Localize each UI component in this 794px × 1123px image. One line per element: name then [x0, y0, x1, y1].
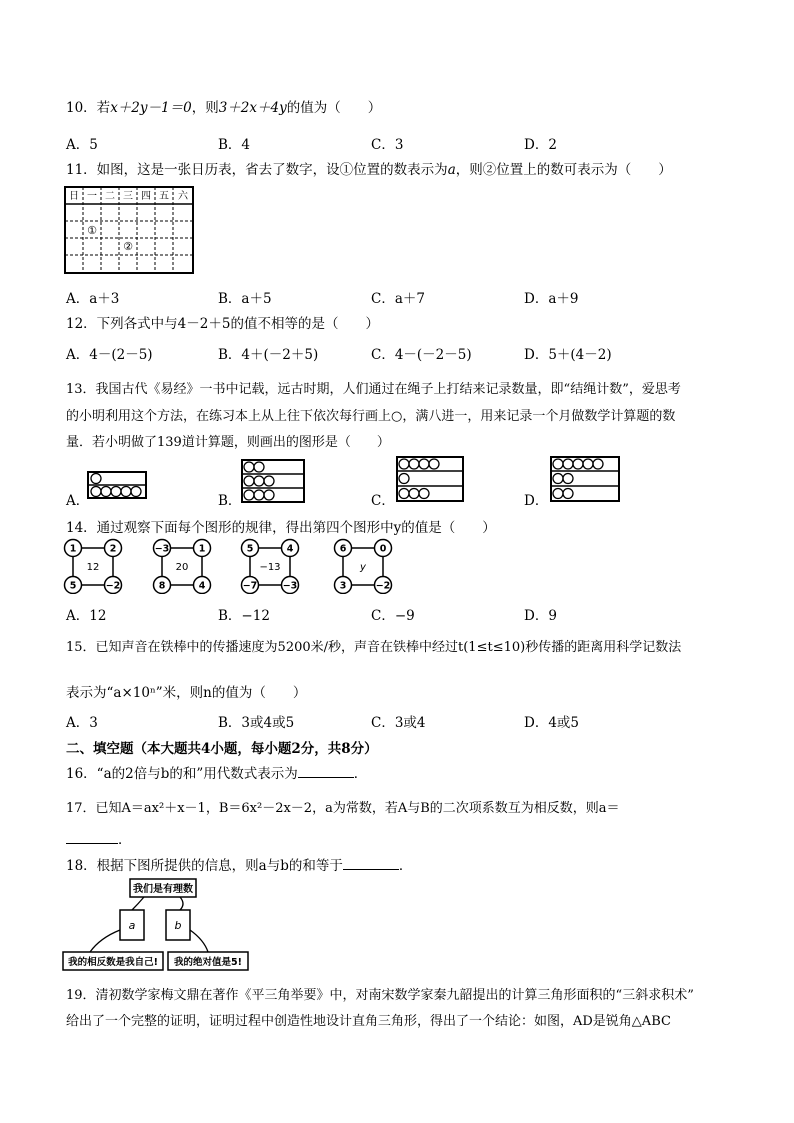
q12-option-b[interactable]: B．4＋(－2＋5)	[218, 347, 319, 363]
q13-line-3: 量．若小明做了139道计算题，则画出的图形是（ ）	[66, 435, 390, 450]
q14-figure-3	[239, 538, 303, 594]
calendar-header-tue: 二	[105, 191, 115, 202]
q14-figure-1-center: 12	[86, 562, 100, 573]
q17-answer-blank[interactable]	[66, 842, 118, 844]
q14-figure-2-value-bl: 8	[158, 580, 166, 592]
q17-line-1: 17．已知A＝ax²＋x－1，B＝6x²－2x－2，a为常数，若A与B的二次项系数互为相反数，则a＝	[66, 801, 620, 816]
q12-option-a[interactable]: A．4－(2－5)	[66, 347, 153, 363]
q11-stem: 11．如图，这是一张日历表，省去了数字，设①位置的数表示为a，则②位置上的数可表示为（ ）	[66, 162, 672, 178]
q14-figure-2-center: 20	[175, 562, 189, 573]
q19-line-1: 19．清初数学家梅文鼎在著作《平三角举要》中，对南宋数学家秦九韶提出的计算三角形面积的“三斜求积术”	[66, 988, 694, 1003]
q17-line-2: ．	[66, 828, 132, 848]
q13-figure-c	[394, 455, 466, 505]
q15-option-a[interactable]: A．3	[66, 715, 98, 731]
q14-figure-4-value-br: −2	[375, 580, 391, 592]
calendar-header-sat: 六	[178, 191, 188, 202]
q11-option-a[interactable]: A．a＋3	[66, 291, 120, 307]
calendar-header-mon: 一	[87, 191, 97, 202]
q14-figure-3-value-tr: 4	[286, 543, 294, 555]
q12-option-c[interactable]: C．4－(－2－5)	[371, 347, 472, 363]
q15-line-1: 15．已知声音在铁棒中的传播速度为5200米/秒，声音在铁棒中经过t(1≤t≤10)秒传播的距离用科学记数法	[66, 640, 682, 655]
bubble-left-text: 我的相反数是我自己!	[68, 957, 158, 968]
q14-option-c[interactable]: C．−9	[371, 608, 415, 624]
q12-stem: 12．下列各式中与4－2＋5的值不相等的是（ ）	[66, 316, 379, 332]
calendar-header-wed: 三	[123, 191, 133, 202]
bubble-right-text: 我的绝对值是5!	[174, 957, 242, 968]
q14-figure-4-value-tl: 6	[339, 543, 347, 555]
q11-option-c[interactable]: C．a＋7	[371, 291, 425, 307]
calendar-figure	[64, 186, 196, 276]
q15-option-c[interactable]: C．3或4	[371, 715, 426, 731]
q13-figure-d	[548, 455, 622, 505]
q13-option-a[interactable]: A．	[66, 493, 90, 509]
q15-line-2: 表示为“a×10ⁿ”米，则n的值为（ ）	[66, 685, 307, 701]
q14-figure-3-value-tl: 5	[246, 543, 254, 555]
q14-stem: 14．通过观察下面每个图形的规律，得出第四个图形中y的值是（ ）	[66, 520, 496, 536]
card-a-text: a	[128, 919, 136, 932]
q14-option-d[interactable]: D．9	[524, 608, 557, 624]
q14-figure-4	[332, 538, 396, 594]
q10-option-d[interactable]: D．2	[524, 137, 557, 153]
q13-option-d[interactable]: D．	[524, 493, 549, 509]
q14-figure-1-value-tr: 2	[109, 543, 117, 555]
q18-answer-blank[interactable]	[343, 868, 399, 870]
q14-figure-1	[62, 538, 126, 594]
q14-figure-2-value-tr: 1	[198, 543, 206, 555]
calendar-mark-1: ①	[87, 224, 97, 237]
q14-figure-1-value-br: −2	[105, 580, 121, 592]
q14-figure-1-value-tl: 1	[69, 543, 77, 555]
q13-line-1: 13．我国古代《易经》一书中记载，远古时期，人们通过在绳子上打结来记录数量，即“结绳计数”，爱思考	[66, 382, 681, 397]
q14-option-b[interactable]: B．−12	[218, 608, 270, 624]
q10-option-b[interactable]: B．4	[218, 137, 251, 153]
q14-figure-4-center: y	[360, 562, 366, 573]
calendar-header-fri: 五	[159, 191, 169, 202]
q14-figure-2-value-br: 4	[198, 580, 206, 592]
q19-line-2: 给出了一个完整的证明，证明过程中创造性地设计直角三角形，得出了一个结论：如图，AD是锐角△ABC	[66, 1014, 671, 1029]
section-2-title: 二、填空题（本大题共4小题，每小题2分，共8分）	[66, 741, 378, 757]
q12-option-d[interactable]: D．5＋(4－2)	[524, 347, 612, 363]
q14-figure-3-center: −13	[259, 562, 281, 573]
q10-option-a[interactable]: A．5	[66, 137, 98, 153]
q15-option-b[interactable]: B．3或4或5	[218, 715, 295, 731]
q14-figure-3-value-br: −3	[282, 580, 298, 592]
q16-answer-blank[interactable]	[298, 776, 354, 778]
q13-figure-b	[238, 458, 308, 506]
q11-option-d[interactable]: D．a＋9	[524, 291, 579, 307]
q14-figure-3-value-bl: −7	[242, 580, 258, 592]
q14-figure-4-value-tr: 0	[379, 543, 387, 555]
q13-option-c[interactable]: C．	[371, 493, 395, 509]
calendar-header-thu: 四	[141, 191, 151, 202]
q11-option-b[interactable]: B．a＋5	[218, 291, 272, 307]
q14-figure-2	[151, 538, 215, 594]
q13-option-b[interactable]: B．	[218, 493, 242, 509]
q10-option-c[interactable]: C．3	[371, 137, 404, 153]
q15-option-d[interactable]: D．4或5	[524, 715, 580, 731]
q18-stem: 18．根据下图所提供的信息，则a与b的和等于 ．	[66, 858, 413, 874]
q13-line-2: 的小明利用这个方法，在练习本上从上往下依次每行画上○，满八进一，用来记录一个月做数学计算题的数	[66, 409, 676, 424]
card-b-text: b	[174, 919, 182, 932]
calendar-mark-2: ②	[123, 240, 133, 253]
q18-figure	[62, 876, 252, 974]
calendar-header-sun: 日	[69, 191, 79, 202]
q14-option-a[interactable]: A．12	[66, 608, 107, 624]
q10-stem: 10．若x＋2y－1＝0，则3＋2x＋4y的值为（ ）	[66, 100, 382, 116]
q14-figure-1-value-bl: 5	[69, 580, 77, 592]
q16-stem: 16．“a的2倍与b的和”用代数式表示为 ．	[66, 766, 368, 782]
bubble-top-text: 我们是有理数	[133, 884, 193, 895]
q14-figure-4-value-bl: 3	[339, 580, 347, 592]
q14-figure-2-value-tl: −3	[154, 543, 170, 555]
q13-figure-a	[86, 470, 150, 502]
